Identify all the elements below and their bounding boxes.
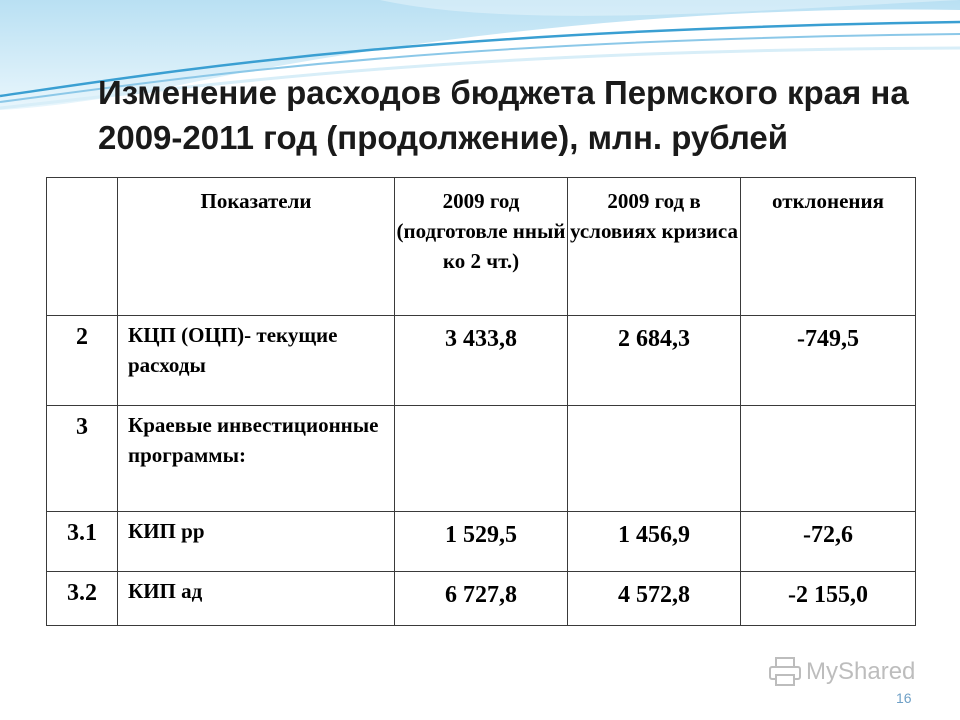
row-plan-value: 3 433,8	[395, 316, 568, 406]
row-deviation-value	[741, 406, 916, 512]
header-plan-2009: 2009 год (подготовле нный ко 2 чт.)	[395, 178, 568, 316]
budget-table	[46, 177, 916, 626]
row-crisis-value: 4 572,8	[568, 572, 741, 626]
watermark-text: MyShared	[806, 658, 916, 685]
row-number: 3.2	[47, 572, 118, 626]
row-plan-value	[395, 406, 568, 512]
row-number: 3	[47, 406, 118, 512]
row-number: 2	[47, 316, 118, 406]
row-label: КИП ад	[118, 572, 395, 626]
header-crisis-2009: 2009 год в условиях кризиса	[568, 178, 741, 316]
slide-title-line-2: 2009-2011 год (продолжение), млн. рублей	[98, 119, 789, 156]
row-deviation-value: -2 155,0	[741, 572, 916, 626]
slide-title	[98, 70, 938, 160]
page-number: 16	[896, 690, 912, 706]
table-row	[47, 512, 916, 572]
row-deviation-value: -749,5	[741, 316, 916, 406]
table-row	[47, 316, 916, 406]
header-number	[47, 178, 118, 316]
row-deviation-value: -72,6	[741, 512, 916, 572]
row-plan-value: 1 529,5	[395, 512, 568, 572]
myshared-watermark	[768, 657, 915, 687]
row-crisis-value	[568, 406, 741, 512]
row-label: КЦП (ОЦП)- текущие расходы	[118, 316, 395, 406]
row-crisis-value: 1 456,9	[568, 512, 741, 572]
row-number: 3.1	[47, 512, 118, 572]
header-indicators: Показатели	[118, 178, 395, 316]
table-row	[47, 406, 916, 512]
table-header-row	[47, 178, 916, 316]
table-row	[47, 572, 916, 626]
row-crisis-value: 2 684,3	[568, 316, 741, 406]
row-plan-value: 6 727,8	[395, 572, 568, 626]
printer-icon	[768, 657, 802, 687]
row-label: КИП рр	[118, 512, 395, 572]
slide-title-line-1: Изменение расходов бюджета Пермского края на	[98, 74, 909, 111]
header-deviation: отклонения	[741, 178, 916, 316]
row-label: Краевые инвестиционные программы:	[118, 406, 395, 512]
